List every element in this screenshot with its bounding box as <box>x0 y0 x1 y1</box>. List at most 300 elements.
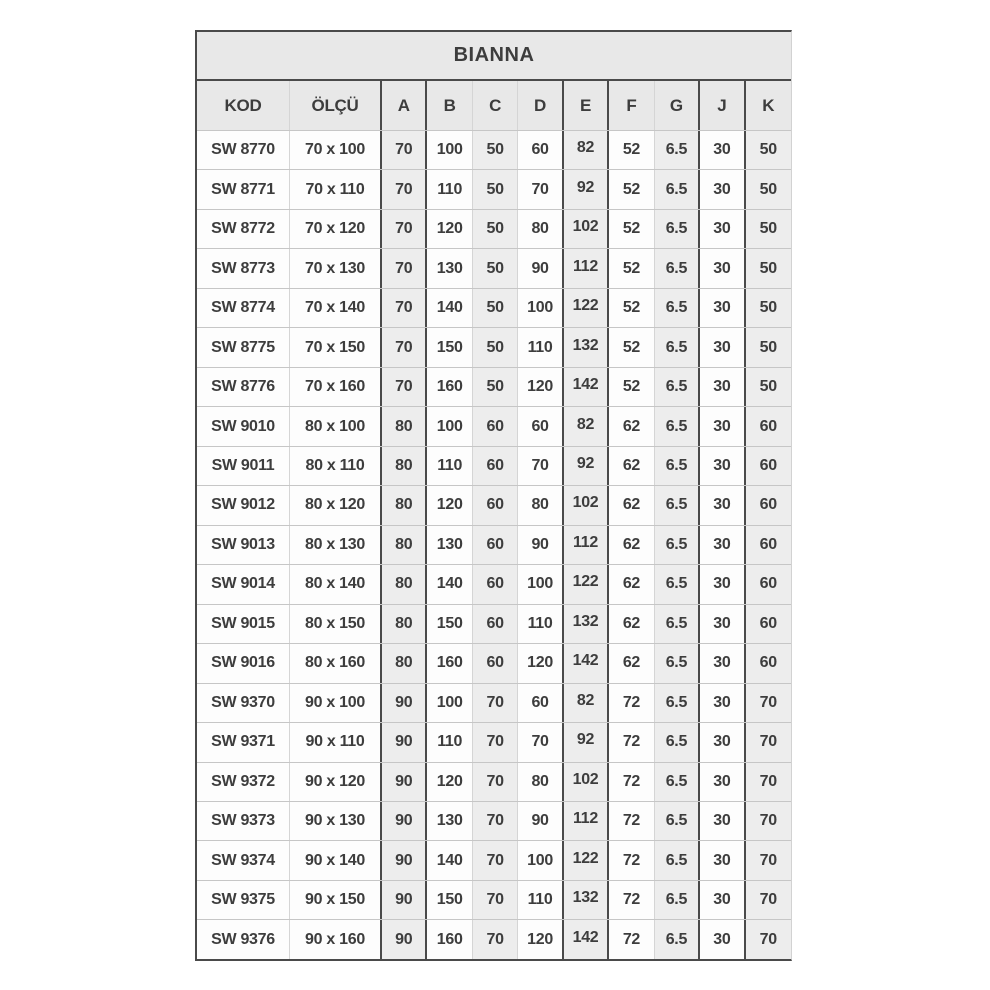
table-cell-b <box>427 684 472 722</box>
table-cell-b <box>427 486 472 524</box>
column-header-label: F <box>626 95 637 115</box>
cell-value: 62 <box>622 654 641 672</box>
table-cell-g <box>655 841 700 879</box>
cell-value: SW 9371 <box>211 733 275 751</box>
table-cell-g <box>655 802 700 840</box>
cell-value: 80 x 160 <box>305 654 365 672</box>
cell-value: 70 x 120 <box>305 220 365 238</box>
table-cell-a <box>382 723 427 761</box>
cell-value: 90 <box>531 259 549 277</box>
cell-value: 80 <box>395 575 413 593</box>
column-header-label: B <box>443 95 456 115</box>
column-header-a <box>382 81 427 130</box>
table-cell-e <box>564 920 609 958</box>
table-cell-k <box>746 684 791 722</box>
table-cell-d <box>518 881 563 919</box>
cell-value: 30 <box>713 733 731 751</box>
table-cell-g <box>655 565 700 603</box>
table-cell-b <box>427 763 472 801</box>
cell-value: 70 x 110 <box>305 180 365 198</box>
cell-value: 6.5 <box>665 733 688 751</box>
table-cell-b <box>427 368 472 406</box>
table-cell-b <box>427 131 472 169</box>
column-header-label: J <box>717 95 727 115</box>
cell-value: 30 <box>713 693 731 711</box>
cell-value: 6.5 <box>665 654 688 672</box>
cell-value: 102 <box>572 770 599 788</box>
cell-value: 90 x 150 <box>305 891 365 909</box>
column-header-ölçü <box>290 81 382 130</box>
cell-value: 72 <box>622 733 641 751</box>
cell-value: 50 <box>486 338 504 356</box>
table-cell-f <box>609 328 654 366</box>
cell-value: 72 <box>622 851 641 869</box>
table-cell-kod <box>197 644 290 682</box>
table-cell-e <box>564 249 609 287</box>
cell-value: 90 x 110 <box>305 733 365 751</box>
size-spec-table <box>195 30 792 961</box>
cell-value: 92 <box>576 454 595 472</box>
table-cell-e <box>564 368 609 406</box>
table-cell-c <box>473 328 518 366</box>
table-cell-g <box>655 486 700 524</box>
cell-value: 70 <box>395 338 413 356</box>
table-cell-b <box>427 881 472 919</box>
table-cell-b <box>427 723 472 761</box>
table-cell-d <box>518 368 563 406</box>
cell-value: 50 <box>486 259 504 277</box>
table-cell-k <box>746 841 791 879</box>
cell-value: 90 <box>395 812 413 830</box>
table-row <box>197 210 791 249</box>
table-cell-j <box>700 447 745 485</box>
table-cell-ölçü <box>290 723 382 761</box>
table-cell-d <box>518 605 563 643</box>
cell-value: 6.5 <box>665 220 688 238</box>
table-cell-d <box>518 565 563 603</box>
cell-value: 60 <box>486 456 504 474</box>
cell-value: SW 8771 <box>211 180 275 198</box>
table-row <box>197 644 791 683</box>
table-cell-kod <box>197 841 290 879</box>
cell-value: 6.5 <box>665 378 688 396</box>
table-cell-e <box>564 763 609 801</box>
table-cell-j <box>700 131 745 169</box>
table-cell-ölçü <box>290 802 382 840</box>
cell-value: 30 <box>713 851 731 869</box>
cell-value: 82 <box>576 415 595 433</box>
table-cell-a <box>382 644 427 682</box>
cell-value: 62 <box>622 417 641 435</box>
cell-value: 92 <box>576 178 595 196</box>
cell-value: SW 8776 <box>211 378 275 396</box>
table-cell-a <box>382 802 427 840</box>
table-cell-kod <box>197 368 290 406</box>
table-cell-d <box>518 486 563 524</box>
cell-value: 60 <box>759 535 777 553</box>
table-cell-ölçü <box>290 526 382 564</box>
table-cell-f <box>609 170 654 208</box>
table-cell-a <box>382 684 427 722</box>
cell-value: 6.5 <box>665 812 688 830</box>
cell-value: 60 <box>759 654 777 672</box>
column-header-label: A <box>397 95 410 115</box>
table-cell-e <box>564 565 609 603</box>
table-cell-ölçü <box>290 763 382 801</box>
table-cell-e <box>564 841 609 879</box>
cell-value: 50 <box>759 299 777 317</box>
cell-value: 30 <box>713 141 731 159</box>
cell-value: 70 <box>759 812 777 830</box>
cell-value: 30 <box>713 417 731 435</box>
table-title <box>197 32 791 81</box>
cell-value: 30 <box>713 772 731 790</box>
cell-value: 132 <box>572 612 599 630</box>
cell-value: 160 <box>436 378 463 396</box>
table-cell-kod <box>197 605 290 643</box>
cell-value: 70 <box>759 851 777 869</box>
table-cell-a <box>382 763 427 801</box>
table-cell-j <box>700 644 745 682</box>
table-cell-f <box>609 526 654 564</box>
table-cell-k <box>746 881 791 919</box>
table-cell-c <box>473 170 518 208</box>
cell-value: 30 <box>713 220 731 238</box>
cell-value: 80 <box>531 220 549 238</box>
table-cell-f <box>609 486 654 524</box>
cell-value: 70 <box>395 299 413 317</box>
table-cell-ölçü <box>290 210 382 248</box>
table-cell-a <box>382 249 427 287</box>
table-row <box>197 802 791 841</box>
cell-value: 50 <box>759 259 777 277</box>
cell-value: 80 <box>395 654 413 672</box>
table-cell-j <box>700 526 745 564</box>
cell-value: 70 x 130 <box>305 259 365 277</box>
cell-value: 70 <box>486 891 504 909</box>
table-cell-c <box>473 841 518 879</box>
cell-value: 30 <box>713 654 731 672</box>
table-cell-g <box>655 249 700 287</box>
table-cell-d <box>518 447 563 485</box>
table-cell-j <box>700 802 745 840</box>
cell-value: SW 9373 <box>211 812 275 830</box>
table-cell-f <box>609 723 654 761</box>
cell-value: 112 <box>573 533 598 551</box>
table-cell-e <box>564 131 609 169</box>
cell-value: 62 <box>622 456 641 474</box>
table-cell-b <box>427 920 472 958</box>
cell-value: 52 <box>622 378 641 396</box>
cell-value: 70 <box>486 930 504 948</box>
table-cell-b <box>427 249 472 287</box>
cell-value: 90 x 130 <box>305 812 365 830</box>
table-cell-k <box>746 210 791 248</box>
table-cell-k <box>746 526 791 564</box>
table-cell-a <box>382 170 427 208</box>
cell-value: 100 <box>527 299 553 317</box>
cell-value: 30 <box>713 812 731 830</box>
cell-value: 120 <box>527 378 553 396</box>
table-cell-j <box>700 328 745 366</box>
table-cell-c <box>473 368 518 406</box>
table-cell-kod <box>197 407 290 445</box>
table-cell-ölçü <box>290 841 382 879</box>
cell-value: 90 <box>395 772 413 790</box>
cell-value: 82 <box>576 691 595 709</box>
table-cell-k <box>746 565 791 603</box>
cell-value: SW 9374 <box>211 851 275 869</box>
cell-value: 52 <box>622 180 641 198</box>
cell-value: 110 <box>527 614 553 632</box>
cell-value: 90 x 100 <box>305 693 365 711</box>
table-cell-b <box>427 841 472 879</box>
table-cell-kod <box>197 881 290 919</box>
table-cell-b <box>427 447 472 485</box>
table-cell-c <box>473 407 518 445</box>
table-cell-c <box>473 565 518 603</box>
cell-value: 80 x 120 <box>305 496 365 514</box>
table-cell-e <box>564 644 609 682</box>
table-row <box>197 328 791 367</box>
table-cell-d <box>518 526 563 564</box>
cell-value: 70 x 150 <box>305 338 365 356</box>
column-header-label: KOD <box>224 95 262 115</box>
cell-value: SW 9010 <box>211 417 275 435</box>
column-header-label: K <box>762 95 775 115</box>
cell-value: 30 <box>713 456 731 474</box>
cell-value: 70 <box>395 378 413 396</box>
table-cell-f <box>609 131 654 169</box>
cell-value: 60 <box>531 417 549 435</box>
cell-value: 6.5 <box>665 417 688 435</box>
cell-value: 60 <box>531 693 549 711</box>
table-row <box>197 526 791 565</box>
cell-value: 130 <box>436 812 463 830</box>
table-cell-j <box>700 684 745 722</box>
table-row <box>197 289 791 328</box>
cell-value: SW 9013 <box>211 535 275 553</box>
cell-value: 30 <box>713 575 731 593</box>
table-cell-a <box>382 526 427 564</box>
table-cell-e <box>564 526 609 564</box>
table-cell-e <box>564 605 609 643</box>
table-cell-a <box>382 131 427 169</box>
cell-value: 110 <box>437 456 463 474</box>
cell-value: 30 <box>713 535 731 553</box>
table-cell-k <box>746 605 791 643</box>
cell-value: 140 <box>436 299 463 317</box>
cell-value: 160 <box>436 930 463 948</box>
cell-value: 132 <box>572 889 599 907</box>
table-cell-d <box>518 920 563 958</box>
table-row <box>197 131 791 170</box>
column-header-b <box>427 81 472 130</box>
cell-value: 6.5 <box>665 614 688 632</box>
cell-value: 72 <box>622 930 641 948</box>
table-cell-c <box>473 210 518 248</box>
cell-value: 102 <box>572 218 599 236</box>
table-cell-ölçü <box>290 644 382 682</box>
cell-value: 60 <box>759 575 777 593</box>
table-cell-ölçü <box>290 407 382 445</box>
table-cell-kod <box>197 723 290 761</box>
table-row <box>197 605 791 644</box>
table-cell-g <box>655 684 700 722</box>
table-cell-k <box>746 763 791 801</box>
table-cell-k <box>746 447 791 485</box>
table-cell-f <box>609 684 654 722</box>
table-cell-a <box>382 565 427 603</box>
table-cell-kod <box>197 526 290 564</box>
table-cell-b <box>427 565 472 603</box>
cell-value: 80 <box>395 614 413 632</box>
table-cell-j <box>700 605 745 643</box>
cell-value: 60 <box>759 614 777 632</box>
cell-value: 70 <box>759 772 777 790</box>
table-cell-c <box>473 684 518 722</box>
table-cell-d <box>518 289 563 327</box>
table-cell-ölçü <box>290 605 382 643</box>
column-header-g <box>655 81 700 130</box>
table-row <box>197 447 791 486</box>
cell-value: 80 x 110 <box>305 456 365 474</box>
cell-value: 70 <box>395 180 413 198</box>
cell-value: 6.5 <box>665 180 688 198</box>
cell-value: 52 <box>622 299 641 317</box>
cell-value: 62 <box>622 496 641 514</box>
cell-value: 70 <box>531 456 549 474</box>
cell-value: 52 <box>622 259 641 277</box>
cell-value: 60 <box>531 141 549 159</box>
table-cell-j <box>700 210 745 248</box>
cell-value: 72 <box>622 772 641 790</box>
table-cell-j <box>700 763 745 801</box>
table-cell-e <box>564 328 609 366</box>
table-row <box>197 368 791 407</box>
cell-value: 60 <box>486 417 504 435</box>
cell-value: 100 <box>527 851 553 869</box>
cell-value: 80 <box>531 496 549 514</box>
table-cell-g <box>655 368 700 406</box>
cell-value: 72 <box>622 812 641 830</box>
cell-value: 70 x 140 <box>305 299 365 317</box>
cell-value: 132 <box>572 336 599 354</box>
table-cell-f <box>609 802 654 840</box>
table-cell-ölçü <box>290 249 382 287</box>
table-cell-g <box>655 605 700 643</box>
table-cell-f <box>609 447 654 485</box>
table-cell-b <box>427 289 472 327</box>
table-cell-g <box>655 131 700 169</box>
cell-value: 6.5 <box>665 456 688 474</box>
table-row <box>197 881 791 920</box>
cell-value: 80 x 100 <box>305 417 365 435</box>
cell-value: 70 <box>395 259 413 277</box>
cell-value: 142 <box>572 928 599 946</box>
cell-value: SW 8772 <box>211 220 275 238</box>
table-cell-k <box>746 131 791 169</box>
cell-value: 70 x 100 <box>305 141 365 159</box>
cell-value: 6.5 <box>665 535 688 553</box>
cell-value: 50 <box>759 338 777 356</box>
table-cell-ölçü <box>290 565 382 603</box>
table-cell-e <box>564 684 609 722</box>
cell-value: 112 <box>573 810 598 828</box>
cell-value: 70 <box>759 693 777 711</box>
table-cell-a <box>382 920 427 958</box>
table-cell-g <box>655 447 700 485</box>
cell-value: 80 <box>395 417 413 435</box>
table-cell-c <box>473 881 518 919</box>
table-row <box>197 407 791 446</box>
table-cell-g <box>655 210 700 248</box>
table-cell-a <box>382 447 427 485</box>
table-cell-f <box>609 407 654 445</box>
cell-value: SW 8773 <box>211 259 275 277</box>
cell-value: 120 <box>436 496 463 514</box>
column-header-d <box>518 81 563 130</box>
cell-value: 90 x 120 <box>305 772 365 790</box>
cell-value: 70 <box>759 733 777 751</box>
cell-value: 90 <box>531 535 549 553</box>
table-cell-b <box>427 605 472 643</box>
cell-value: 60 <box>759 417 777 435</box>
column-header-label: ÖLÇÜ <box>311 95 359 115</box>
column-header-k <box>746 81 791 130</box>
table-cell-d <box>518 249 563 287</box>
table-cell-d <box>518 644 563 682</box>
cell-value: 6.5 <box>665 299 688 317</box>
cell-value: 80 <box>395 496 413 514</box>
table-cell-kod <box>197 920 290 958</box>
cell-value: 112 <box>573 257 598 275</box>
table-cell-kod <box>197 170 290 208</box>
table-cell-kod <box>197 289 290 327</box>
table-cell-e <box>564 210 609 248</box>
table-header-row <box>197 81 791 131</box>
table-cell-g <box>655 763 700 801</box>
cell-value: 100 <box>436 417 463 435</box>
cell-value: 52 <box>622 338 641 356</box>
table-cell-c <box>473 644 518 682</box>
cell-value: 90 <box>395 930 413 948</box>
cell-value: 6.5 <box>665 930 688 948</box>
cell-value: 50 <box>486 299 504 317</box>
cell-value: 6.5 <box>665 772 688 790</box>
table-cell-k <box>746 407 791 445</box>
table-cell-f <box>609 644 654 682</box>
table-cell-b <box>427 526 472 564</box>
table-cell-d <box>518 802 563 840</box>
cell-value: 70 <box>486 772 504 790</box>
table-cell-g <box>655 289 700 327</box>
cell-value: 60 <box>486 535 504 553</box>
table-cell-g <box>655 644 700 682</box>
table-cell-e <box>564 289 609 327</box>
cell-value: 52 <box>622 220 641 238</box>
cell-value: 90 <box>395 851 413 869</box>
table-cell-ölçü <box>290 328 382 366</box>
cell-value: 50 <box>759 180 777 198</box>
cell-value: 50 <box>759 378 777 396</box>
table-cell-e <box>564 170 609 208</box>
table-cell-j <box>700 170 745 208</box>
table-cell-a <box>382 841 427 879</box>
cell-value: 150 <box>436 614 463 632</box>
cell-value: 142 <box>572 652 599 670</box>
table-cell-f <box>609 249 654 287</box>
